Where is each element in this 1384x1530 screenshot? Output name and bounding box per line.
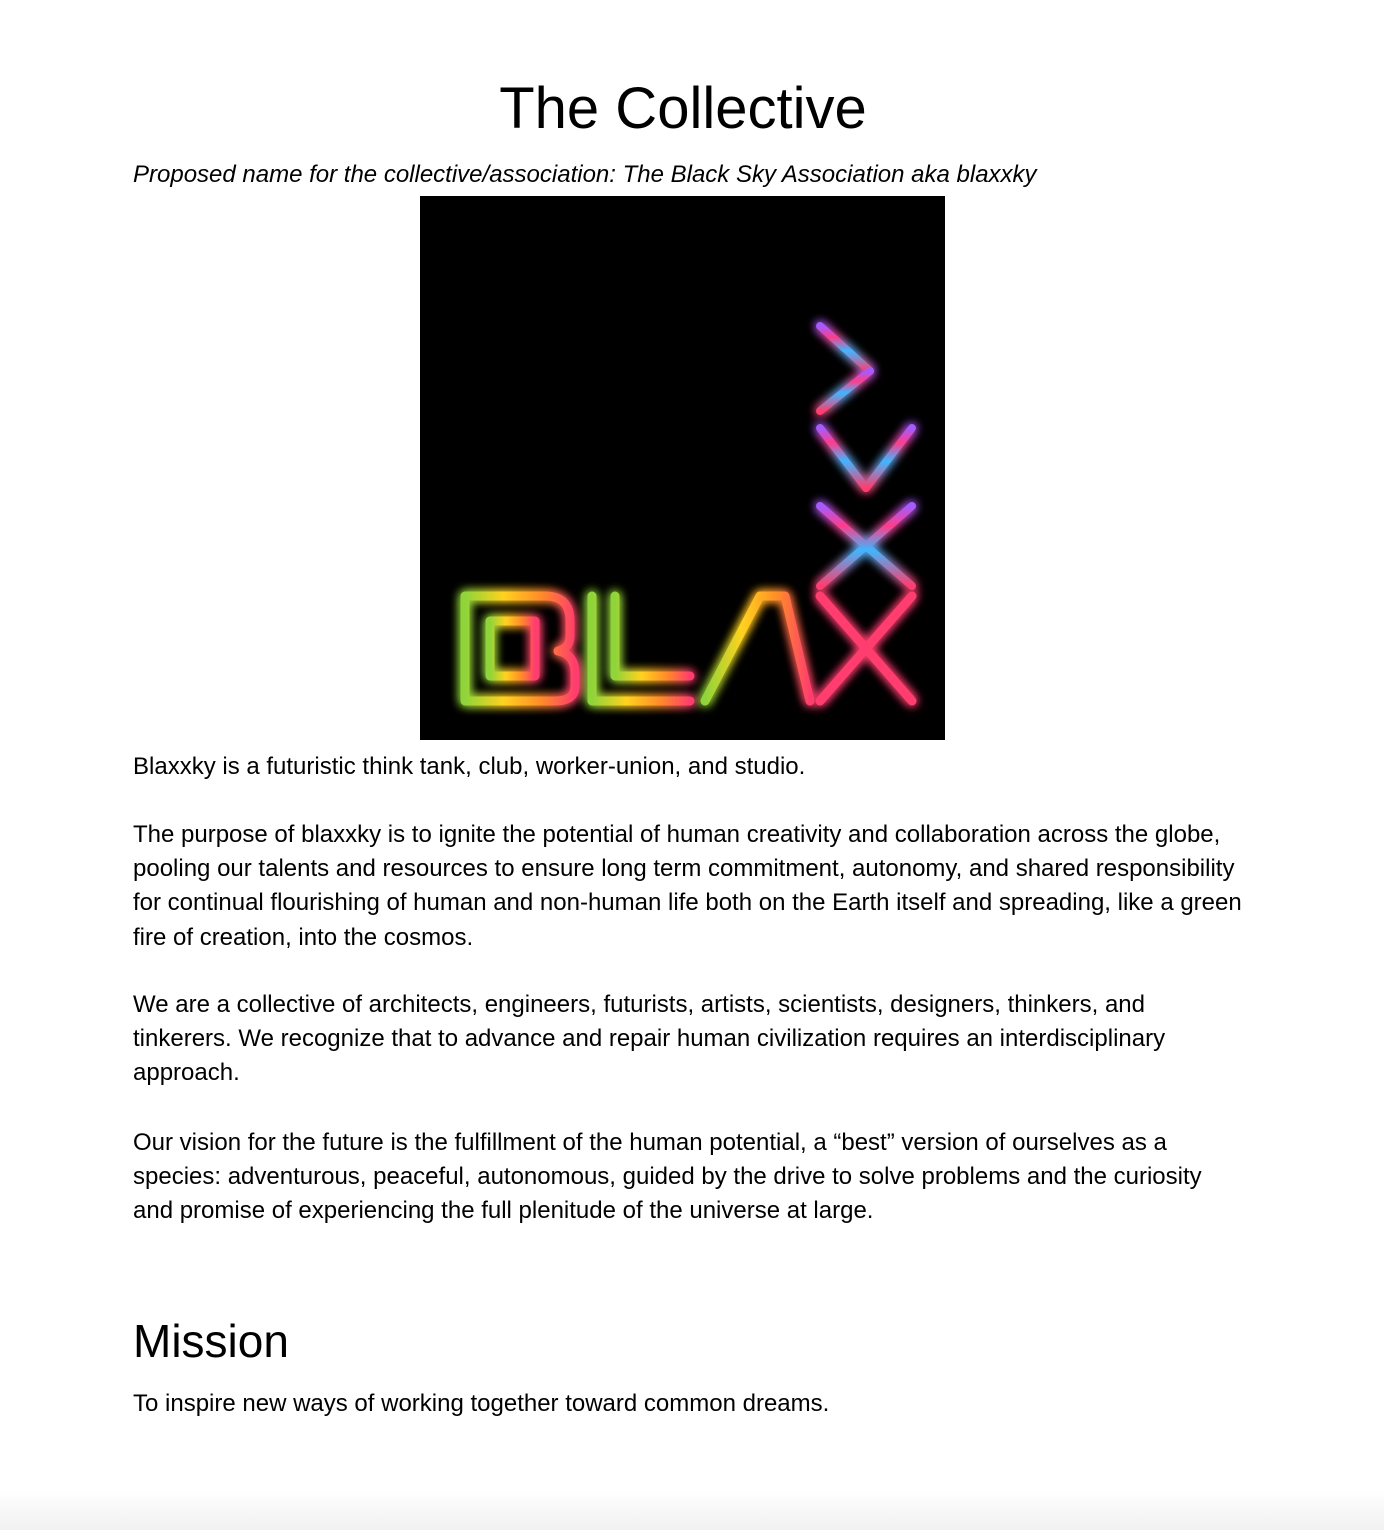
vertical-letter-k <box>820 428 912 488</box>
vision-paragraph: Our vision for the future is the fulfillment of the human potential, a “best” version of ourselves as a species: adventurous, peaceful, autonomous, guided by the drive to solve problems and the curiosity and promise of experiencing the full plenitude of the universe at large. <box>133 1129 1202 1225</box>
intro-paragraph: Blaxxky is a futuristic think tank, club, worker-union, and studio. <box>133 753 806 780</box>
letter-x <box>820 596 912 701</box>
collective-paragraph: We are a collective of architects, engineers, futurists, artists, scientists, designers, thinkers, and tinkerers. We recognize that to advance and repair human civilization requires an interdisciplinary approach. <box>133 991 1166 1087</box>
vertical-letter-y <box>820 326 912 411</box>
letter-l <box>592 596 690 701</box>
vertical-letter-x <box>820 506 912 586</box>
page-title: The Collective <box>499 76 867 141</box>
purpose-paragraph: The purpose of blaxxky is to ignite the potential of human creativity and collaboration across the globe, pooling our talents and resources to ensure long term commitment, autonomy, and shared responsibility for continual flourishing of human and non-human life both on the Earth itself and spreading, like a green fire of creation, into the cosmos. <box>133 821 1242 951</box>
proposed-name-subtitle: Proposed name for the collective/association: The Black Sky Association aka blaxxky <box>133 161 1037 188</box>
mission-text: To inspire new ways of working together toward common dreams. <box>133 1390 830 1417</box>
mission-heading: Mission <box>133 1315 289 1367</box>
letter-a <box>705 596 810 701</box>
blaxxky-logo-image <box>420 196 945 740</box>
neon-logo-icon <box>420 196 945 740</box>
letter-b <box>465 596 575 701</box>
page-bottom-edge <box>0 1490 1384 1530</box>
